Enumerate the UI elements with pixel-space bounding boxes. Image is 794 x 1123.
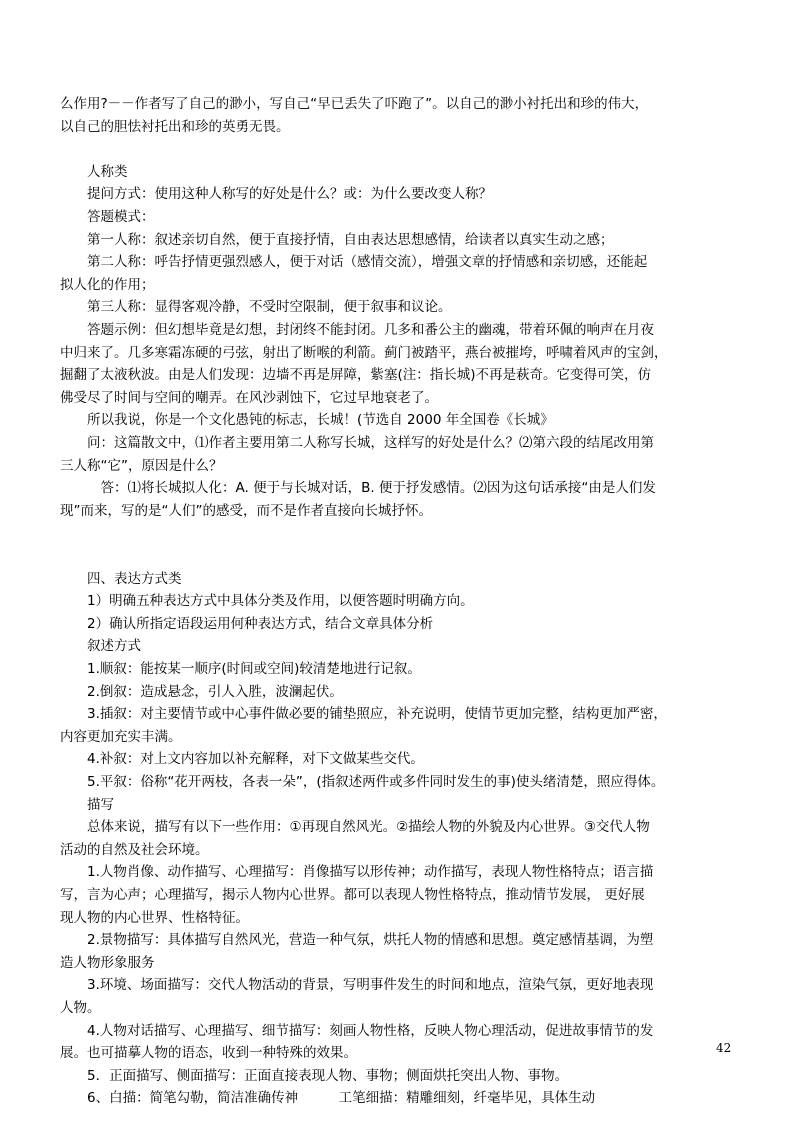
text-line: 么作用?－－作者写了自己的渺小，写自己“早已丢失了吓跑了”。以自己的渺小衬托出和珍的伟大， — [60, 96, 649, 112]
text-line: 1）明确五种表达方式中具体分类及作用，以便答题时明确方向。 — [60, 593, 474, 610]
text-line: 5．正面描写、侧面描写：正面直接表现人物、事物；侧面烘托突出人物、事物。 — [60, 1067, 569, 1084]
text-line: 1.顺叙：能按某一顺序(时间或空间)较清楚地进行记叙。 — [60, 661, 421, 677]
text-line: 展。也可描摹人物的语态，收到一种特殊的效果。 — [60, 1045, 357, 1062]
text-line: 5.平叙：俗称“花开两枝，各表一朵”，(指叙述两件或多件同时发生的事)使头绪清楚，照应得体。 — [60, 774, 665, 790]
page-number: 42 — [716, 1041, 732, 1055]
text-line: 掘翻了太液秋波。由是人们发现：边墙不再是屏障，紫塞(注：指长城)不再是萩奇。它变得可笑，仿 — [60, 367, 652, 384]
text-line: 6、白描：简笔勾勒，简洁准确传神 工笔细描：精雕细刻，纤毫毕见，具体生动 — [60, 1090, 596, 1107]
text-line: 叙述方式 — [60, 638, 141, 655]
text-line: 总体来说，描写有以下一些作用：①再现自然风光。②描绘人物的外貌及内心世界。③交代人物 — [60, 819, 650, 836]
text-line: 佛受尽了时间与空间的嘲弄。在风沙剥蚀下，它过早地衰老了。 — [60, 389, 438, 406]
text-line: 4.补叙：对上文内容加以补充解释，对下文做某些交代。 — [60, 751, 424, 768]
text-line: 2.倒叙：造成悬念，引人入胜，波澜起伏。 — [60, 683, 343, 700]
text-line: 第一人称：叙述亲切自然，便于直接抒情，自由表达思想感情，给读者以真实生动之感； — [60, 231, 614, 248]
text-line: 拟人化的作用； — [60, 276, 155, 293]
text-line: 第三人称：显得客观冷静，不受时空限制，便于叙事和议论。 — [60, 299, 452, 316]
text-line: 现”而来，写的是“人们”的感受，而不是作者直接向长城抒怀。 — [60, 502, 432, 519]
text-line: 答题示例：但幻想毕竟是幻想，封闭终不能封闭。几多和番公主的幽魂，带着环佩的响声在月夜 — [60, 322, 654, 338]
text-line: 2）确认所指定语段运用何种表达方式，结合文章具体分析 — [60, 615, 434, 632]
text-line: 造人物形象服务 — [60, 954, 155, 971]
text-line: 第二人称：呼告抒情更强烈感人，便于对话（感情交流），增强文章的抒情感和亲切感，还能起 — [60, 254, 648, 271]
text-line: 内容更加充实丰满。 — [60, 728, 182, 745]
text-line: 现人物的内心世界、性格特征。 — [60, 909, 249, 926]
text-line: 问：这篇散文中，⑴作者主要用第二人称写长城，这样写的好处是什么？⑵第六段的结尾改用第 — [60, 435, 654, 451]
text-line: 提问方式：使用这种人称写的好处是什么？或：为什么要改变人称？ — [60, 186, 492, 203]
text-line: 4.人物对话描写、心理描写、细节描写：刻画人物性格，反映人物心理活动，促进故事情节的发 — [60, 1022, 654, 1039]
text-line: 答：⑴将长城拟人化：A. 便于与长城对话，B. 便于抒发感情。⑵因为这句话承接“由是人们发 — [60, 480, 656, 497]
text-line: 人称类 — [60, 163, 128, 180]
text-line: 2.景物描写：具体描写自然风光，营造一种气氛，烘托人物的情感和思想。奠定感情基调，为塑 — [60, 932, 654, 949]
text-line: 1.人物肖像、动作描写、心理描写：肖像描写以形传神；动作描写，表现人物性格特点；语言描 — [60, 864, 654, 881]
text-line: 四、表达方式类 — [60, 570, 182, 587]
text-line: 活动的自然及社会环境。 — [60, 841, 209, 858]
text-line: 三人称“它”，原因是什么？ — [60, 457, 223, 474]
text-line: 答题模式： — [60, 209, 155, 225]
text-line: 所以我说，你是一个文化愚钝的标志，长城！(节选自 2000 年全国卷《长城》 — [60, 412, 554, 429]
text-line: 3.插叙：对主要情节或中心事件做必要的铺垫照应，补充说明，使情节更加完整，结构更加严密， — [60, 706, 667, 723]
text-line: 人物。 — [60, 1000, 101, 1016]
text-line: 描写 — [60, 796, 114, 813]
text-line: 写，言为心声；心理描写，揭示人物内心世界。都可以表现人物性格特点，推动情节发展， 更好展 — [60, 887, 645, 903]
text-line: 3.环境、场面描写：交代人物活动的背景，写明事件发生的时间和地点，渲染气氛，更好地表现 — [60, 977, 654, 994]
text-line: 以自己的胆怯衬托出和珍的英勇无畏。 — [60, 118, 290, 135]
text-line: 中归来了。几多寒霜冻硬的弓弦，射出了断喉的利箭。蓟门被踏平，燕台被摧垮，呼啸着风声的宝剑， — [60, 344, 668, 361]
